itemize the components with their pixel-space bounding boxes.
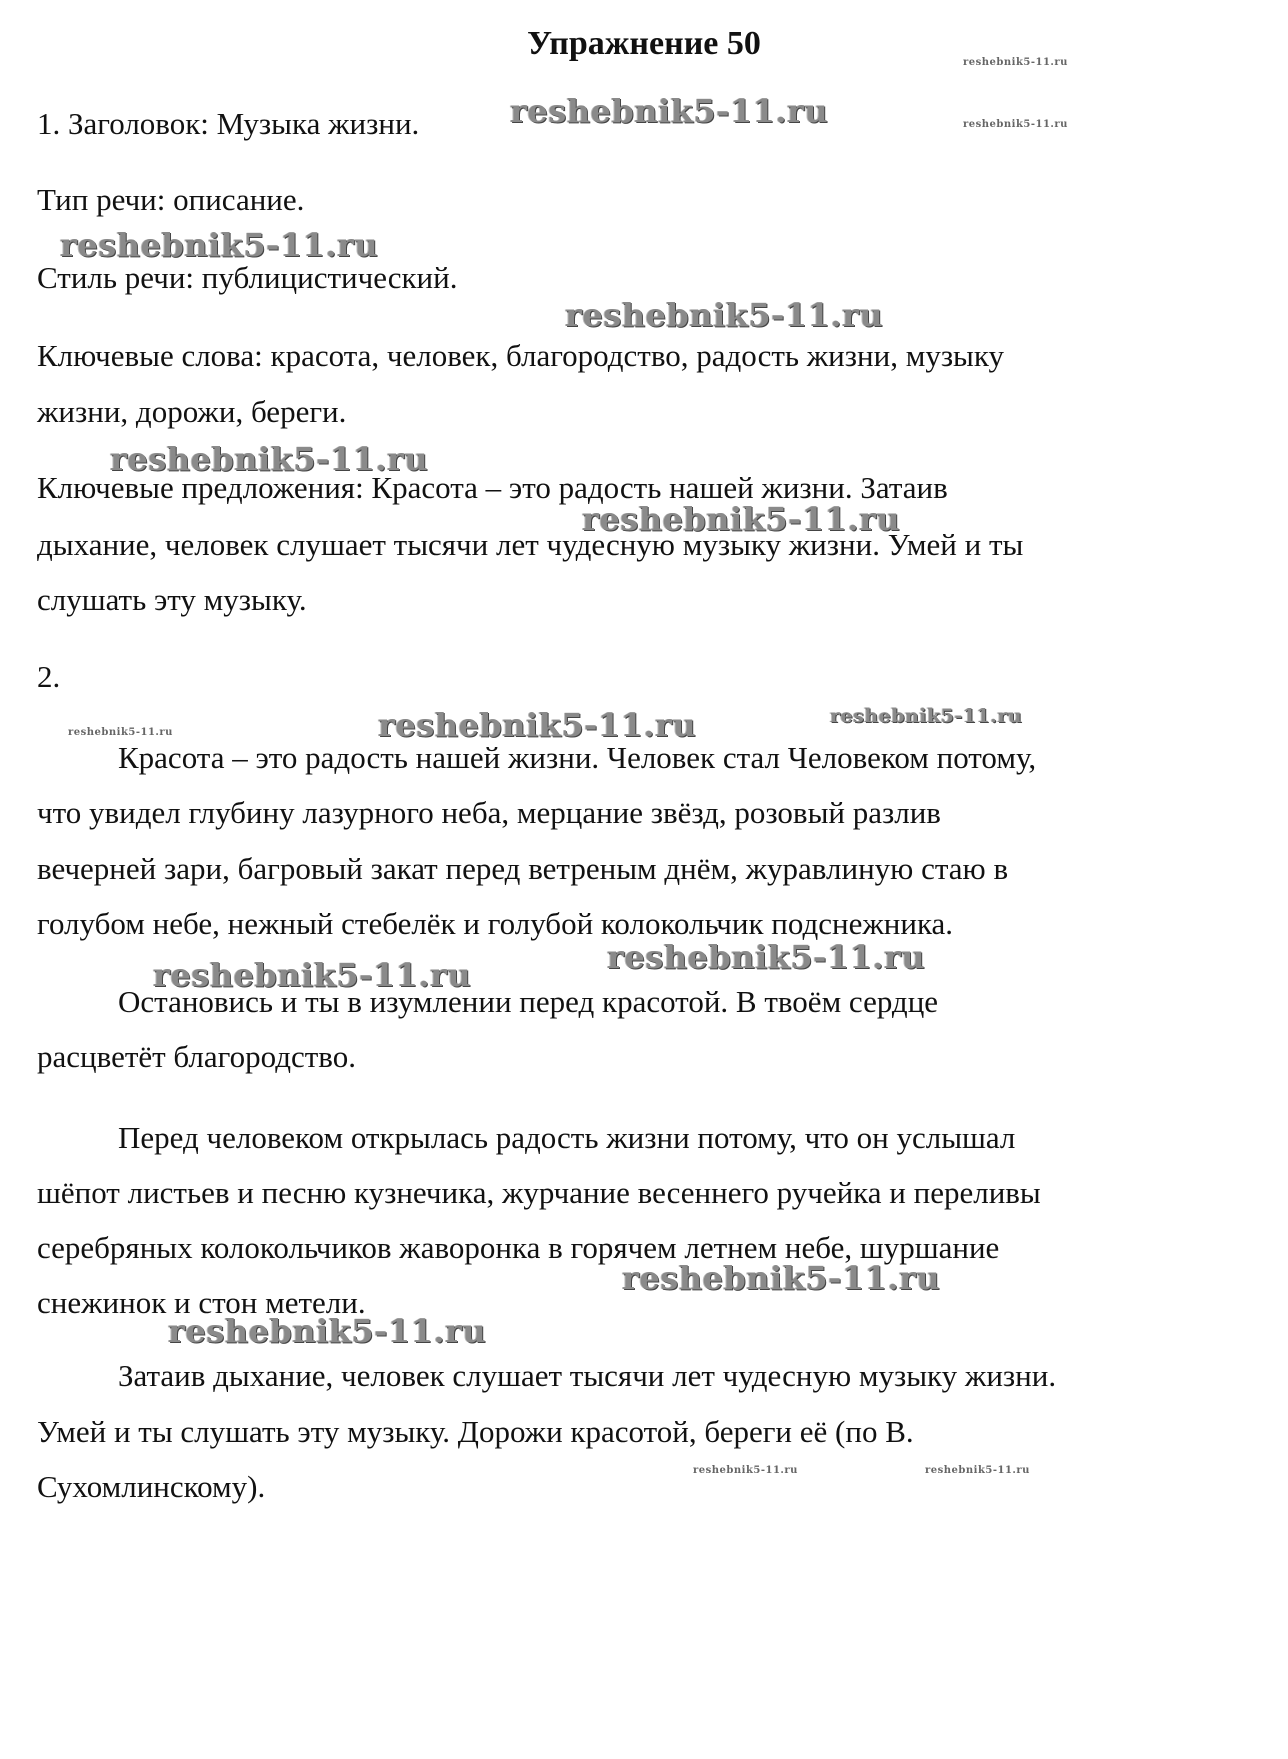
part2-p3-line-4: снежинок и стон метели. <box>37 1285 366 1320</box>
part1-speech-style: Стиль речи: публицистический. <box>37 260 458 295</box>
part2-p3-line-1: Перед человеком открылась радость жизни потому, что он услышал <box>118 1120 1016 1155</box>
watermark: reshebnik5-11.ru <box>830 705 1023 727</box>
watermark: reshebnik5-11.ru <box>510 92 829 130</box>
part1-speech-type: Тип речи: описание. <box>37 182 305 217</box>
watermark: reshebnik5-11.ru <box>565 296 884 334</box>
watermark: reshebnik5-11.ru <box>963 57 1068 68</box>
watermark: reshebnik5-11.ru <box>622 1259 941 1297</box>
part1-key-sentences-line-3: слушать эту музыку. <box>37 582 307 617</box>
part1-keywords-line-1: Ключевые слова: красота, человек, благородство, радость жизни, музыку <box>37 338 1005 373</box>
part2-p4-line-1: Затаив дыхание, человек слушает тысячи лет чудесную музыку жизни. <box>118 1358 1057 1393</box>
part2-p1-line-3: вечерней зари, багровый закат перед ветреным днём, журавлиную стаю в <box>37 851 1009 886</box>
watermark: reshebnik5-11.ru <box>607 938 926 976</box>
part2-p3-line-3: серебряных колокольчиков жаворонка в горячем летнем небе, шуршание <box>37 1230 1000 1265</box>
part1-header: 1. Заголовок: Музыка жизни. <box>37 106 420 141</box>
part2-p1-line-1: Красота – это радость нашей жизни. Человек стал Человеком потому, <box>118 740 1037 775</box>
part2-p1-line-4: голубом небе, нежный стебелёк и голубой колокольчик подснежника. <box>37 906 954 941</box>
watermark: reshebnik5-11.ru <box>925 1465 1030 1476</box>
part2-p2-line-1: Остановись и ты в изумлении перед красотой. В твоём сердце <box>118 984 939 1019</box>
watermark: reshebnik5-11.ru <box>693 1465 798 1476</box>
watermark: reshebnik5-11.ru <box>963 119 1068 130</box>
exercise-title: Упражнение 50 <box>527 25 761 62</box>
part2-p3-line-2: шёпот листьев и песню кузнечика, журчание весеннего ручейка и переливы <box>37 1175 1041 1210</box>
part2-p1-line-2: что увидел глубину лазурного неба, мерцание звёзд, розовый разлив <box>37 795 941 830</box>
part2-p4-line-3: Сухомлинскому). <box>37 1469 266 1504</box>
watermark: reshebnik5-11.ru <box>378 706 697 744</box>
watermark: reshebnik5-11.ru <box>68 727 173 738</box>
part2-p4-line-2: Умей и ты слушать эту музыку. Дорожи красотой, береги её (по В. <box>37 1414 914 1449</box>
watermark: reshebnik5-11.ru <box>153 956 472 994</box>
part2-number: 2. <box>37 659 61 694</box>
part1-key-sentences-line-2: дыхание, человек слушает тысячи лет чудесную музыку жизни. Умей и ты <box>37 527 1024 562</box>
watermark: reshebnik5-11.ru <box>168 1312 487 1350</box>
part2-p2-line-2: расцветёт благородство. <box>37 1039 356 1074</box>
part1-key-sentences-line-1: Ключевые предложения: Красота – это радость нашей жизни. Затаив <box>37 470 948 505</box>
part1-keywords-line-2: жизни, дорожи, береги. <box>37 394 347 429</box>
watermark: reshebnik5-11.ru <box>110 440 429 478</box>
watermark: reshebnik5-11.ru <box>582 500 901 538</box>
watermark: reshebnik5-11.ru <box>60 226 379 264</box>
